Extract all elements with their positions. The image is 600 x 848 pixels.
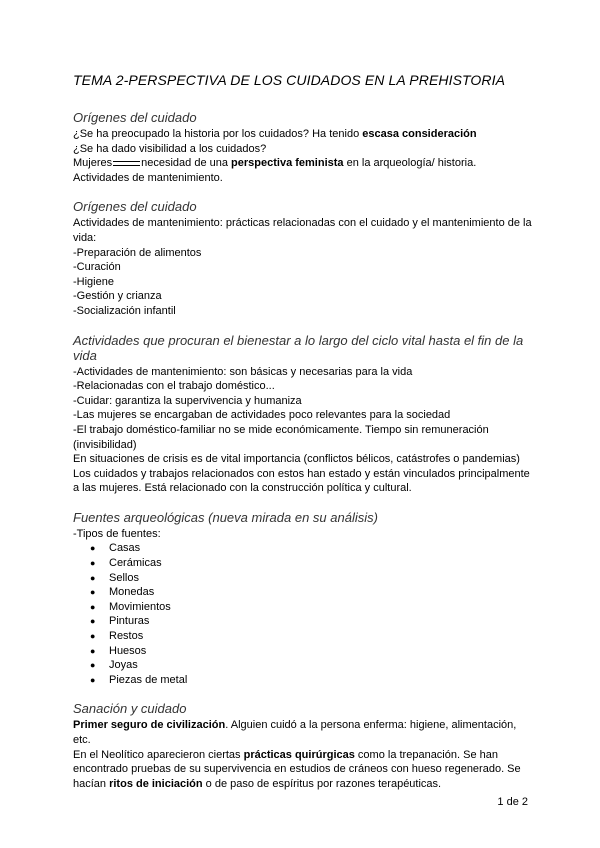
paragraph	[73, 718, 533, 747]
list-item: ● Joyas	[90, 658, 533, 673]
paragraph-line: -El trabajo doméstico-familiar no se mide económicamente. Tiempo sin remuneración (invisibilidad)	[73, 423, 489, 451]
section-heading: Sanación y cuidado	[73, 701, 187, 717]
text: En el Neolítico aparecieron ciertas	[73, 748, 244, 761]
list-item: -Gestión y crianza	[73, 290, 162, 303]
text: como la trepanación. Se han encontrado pruebas de su supervivencia en estudios de cráneos con hueso regenerado. Se hacían	[73, 748, 521, 790]
paragraph-line: -Cuidar: garantiza la supervivencia y humaniza	[73, 394, 302, 407]
list-item: ● Huesos	[90, 644, 533, 659]
text: . Alguien cuidó a la persona enferma: higiene, alimentación, etc.	[73, 719, 517, 746]
list-item: ● Restos	[90, 629, 533, 644]
list-item: -Preparación de alimentos	[73, 246, 202, 259]
paragraph-line: -Actividades de mantenimiento: son básicas y necesarias para la vida	[73, 365, 413, 378]
page-number: 1 de 2	[497, 796, 528, 808]
list-item: -Socialización infantil	[73, 304, 176, 317]
paragraph-line: Actividades de mantenimiento: prácticas relacionadas con el cuidado y el mantenimiento de la vida:	[73, 217, 532, 244]
paragraph-line: -Las mujeres se encargaban de actividades poco relevantes para la sociedad	[73, 409, 451, 422]
list-item: ● Movimientos	[90, 600, 533, 615]
paragraph-line	[73, 127, 533, 142]
list-item: ● Monedas	[90, 585, 533, 600]
list-item: -Higiene	[73, 275, 114, 288]
paragraph-line	[73, 156, 533, 171]
section-origenes-2	[73, 199, 533, 318]
list-item: ● Cerámicas	[90, 556, 533, 571]
text: ¿Se ha preocupado la historia por los cuidados? Ha tenido	[73, 128, 363, 140]
bold-text: Primer seguro de civilización	[73, 719, 226, 732]
double-arrow-icon	[113, 161, 140, 166]
list-item: -Curación	[73, 261, 121, 274]
section-actividades	[73, 333, 533, 496]
bold-text: escasa consideración	[362, 128, 477, 140]
paragraph-line: Los cuidados y trabajos relacionados con estos han estado y están vinculados principalmente a las mujeres. Está relacionado con la construcción política y cultural.	[73, 467, 530, 495]
list-item: ● Casas	[90, 541, 533, 556]
text: o de paso de espíritus por razones terapéuticas.	[202, 777, 442, 790]
section-heading: Orígenes del cuidado	[73, 199, 197, 215]
paragraph-line: Actividades de mantenimiento.	[73, 171, 223, 184]
section-heading: Orígenes del cuidado	[73, 110, 197, 125]
section-heading: Actividades que procuran el bienestar a lo largo del ciclo vital hasta el fin de la vida	[73, 332, 524, 363]
section-sanacion	[73, 701, 533, 791]
list-item: ● Pinturas	[90, 614, 533, 629]
section-fuentes	[73, 510, 533, 688]
section-heading: Fuentes arqueológicas (nueva mirada en su análisis)	[73, 509, 378, 525]
list-item: ● Sellos	[90, 571, 533, 586]
paragraph-line: En situaciones de crisis es de vital importancia (conflictos bélicos, catástrofes o pandemias)	[73, 453, 520, 466]
text: en la arqueología/ historia.	[343, 157, 477, 170]
paragraph	[73, 748, 533, 792]
document-page	[73, 72, 533, 805]
section-origenes-1	[73, 110, 533, 185]
paragraph-line: ¿Se ha dado visibilidad a los cuidados?	[73, 142, 267, 155]
bold-text: perspectiva feminista	[231, 157, 344, 170]
paragraph-line: -Relacionadas con el trabajo doméstico...	[73, 380, 275, 393]
sources-list	[73, 541, 533, 687]
paragraph-line: -Tipos de fuentes:	[73, 527, 161, 540]
bold-text: prácticas quirúrgicas	[243, 748, 355, 761]
list-item: ● Piezas de metal	[90, 673, 533, 688]
bold-text: ritos de iniciación	[109, 777, 203, 790]
text: Mujeres	[73, 157, 113, 170]
text: necesidad de una	[141, 157, 232, 170]
document-title: TEMA 2-PERSPECTIVA DE LOS CUIDADOS EN LA PREHISTORIA	[73, 72, 506, 88]
